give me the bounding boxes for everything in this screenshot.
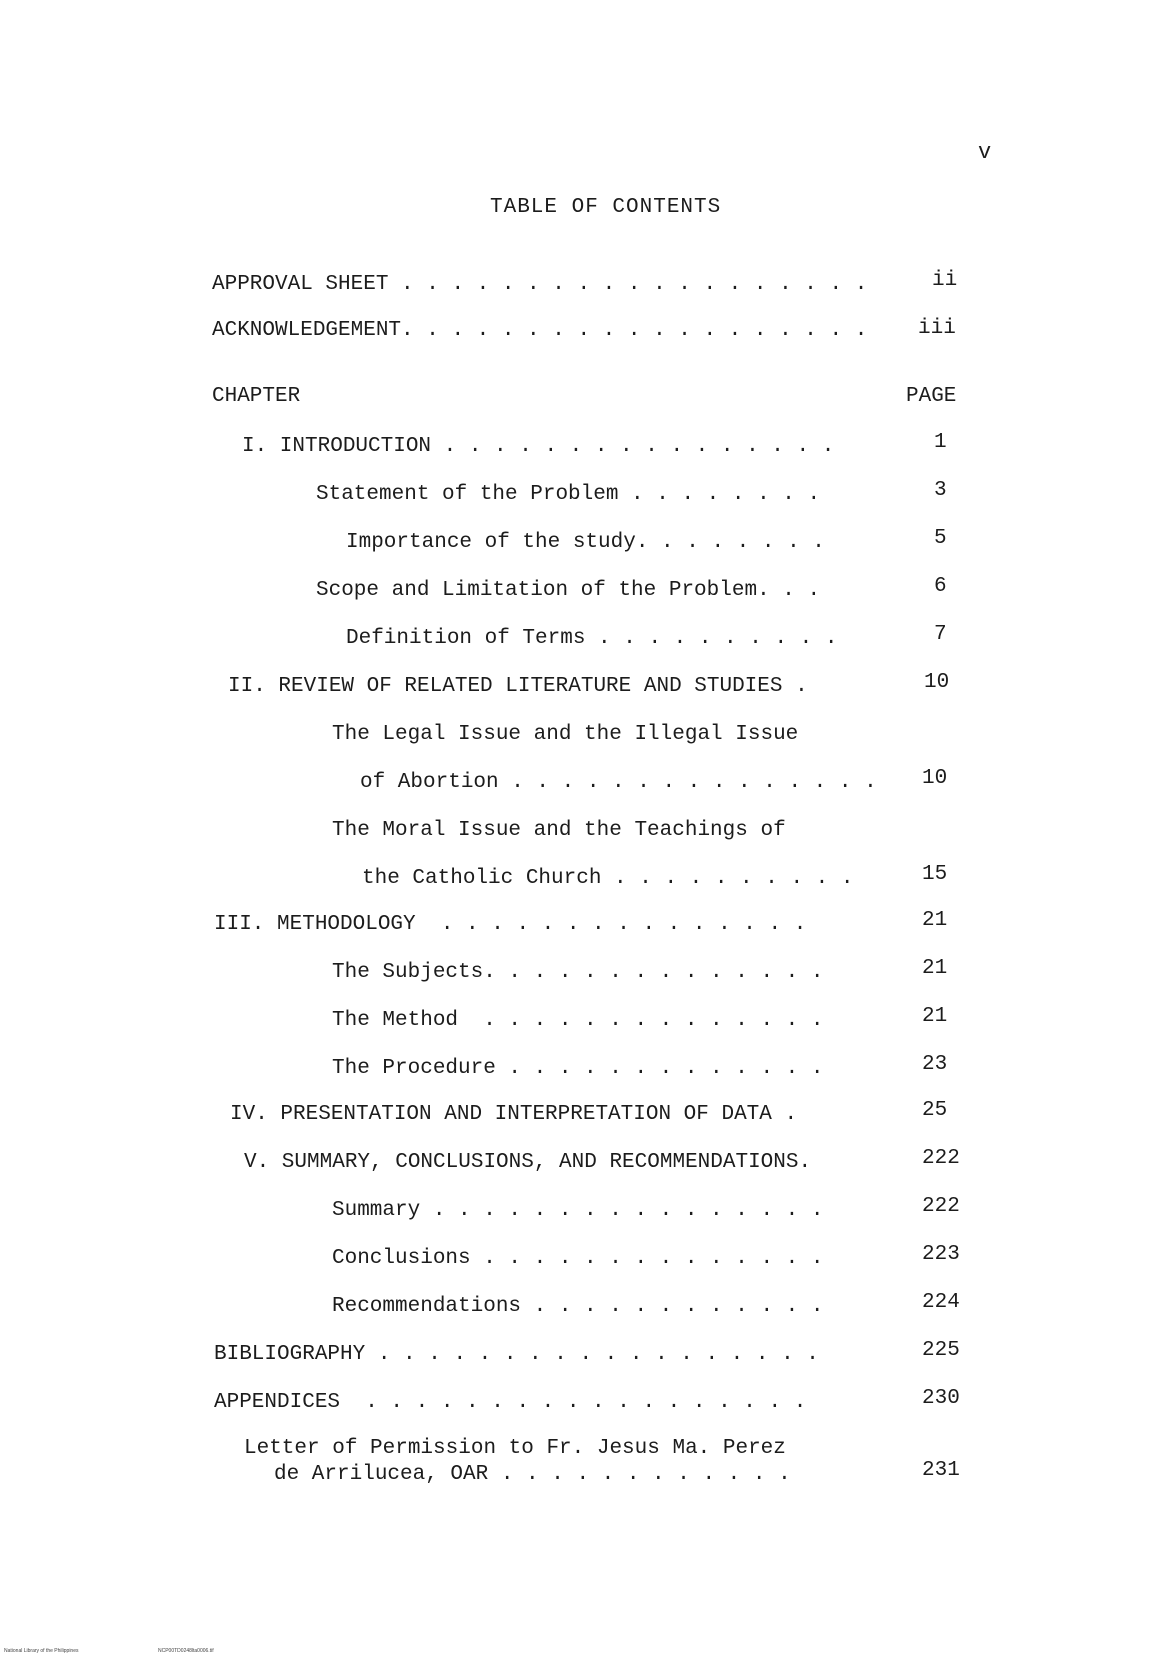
toc-page-method: 21 bbox=[922, 1005, 948, 1028]
toc-page-summary: 222 bbox=[922, 1195, 960, 1218]
toc-page-recommendations: 224 bbox=[922, 1291, 960, 1314]
toc-page-conclusions: 223 bbox=[922, 1243, 960, 1266]
toc-page-summary-chapter: 222 bbox=[922, 1147, 960, 1170]
toc-entry-summary-chapter: V. SUMMARY, CONCLUSIONS, AND RECOMMENDATIONS. bbox=[244, 1151, 812, 1174]
toc-page-subjects: 21 bbox=[922, 957, 948, 980]
toc-page-of-abortion: 10 bbox=[922, 767, 948, 790]
toc-entry-presentation: IV. PRESENTATION AND INTERPRETATION OF DATA . bbox=[230, 1103, 798, 1126]
page-title: TABLE OF CONTENTS bbox=[490, 196, 722, 219]
toc-entry-introduction: I. INTRODUCTION . . . . . . . . . . . . . . . . bbox=[242, 435, 835, 458]
toc-entry-legal-issue: The Legal Issue and the Illegal Issue bbox=[332, 723, 799, 746]
toc-page-catholic-church: 15 bbox=[922, 863, 948, 886]
page-number: v bbox=[978, 140, 992, 165]
toc-entry-acknowledgement: ACKNOWLEDGEMENT. . . . . . . . . . . . . . . . . . . bbox=[212, 319, 868, 342]
toc-page-statement-of-problem: 3 bbox=[934, 479, 947, 502]
toc-entry-bibliography: BIBLIOGRAPHY . . . . . . . . . . . . . . . . . . bbox=[214, 1343, 819, 1366]
toc-entry-de-arrilucea: de Arrilucea, OAR . . . . . . . . . . . . bbox=[274, 1463, 791, 1486]
toc-page-review: 10 bbox=[924, 671, 950, 694]
toc-entry-review: II. REVIEW OF RELATED LITERATURE AND STUDIES . bbox=[228, 675, 808, 698]
toc-entry-approval-sheet: APPROVAL SHEET . . . . . . . . . . . . . . . . . . . bbox=[212, 273, 868, 296]
toc-entry-of-abortion: of Abortion . . . . . . . . . . . . . . . bbox=[360, 771, 877, 794]
toc-entry-appendices: APPENDICES . . . . . . . . . . . . . . . . . . bbox=[214, 1391, 807, 1414]
toc-chapter-header: CHAPTER bbox=[212, 385, 301, 408]
footer-source: National Library of the Philippines bbox=[4, 1648, 79, 1654]
toc-entry-recommendations: Recommendations . . . . . . . . . . . . bbox=[332, 1295, 824, 1318]
toc-page-appendices: 230 bbox=[922, 1387, 960, 1410]
toc-entry-subjects: The Subjects. . . . . . . . . . . . . . bbox=[332, 961, 824, 984]
toc-page-definition: 7 bbox=[934, 623, 947, 646]
toc-entry-definition: Definition of Terms . . . . . . . . . . bbox=[346, 627, 838, 650]
toc-page-de-arrilucea: 231 bbox=[922, 1459, 960, 1482]
toc-entry-conclusions: Conclusions . . . . . . . . . . . . . . bbox=[332, 1247, 824, 1270]
toc-page-acknowledgement: iii bbox=[918, 317, 956, 340]
toc-page-header: PAGE bbox=[906, 385, 957, 408]
toc-page-bibliography: 225 bbox=[922, 1339, 960, 1362]
toc-page-introduction: 1 bbox=[934, 431, 947, 454]
toc-page-methodology: 21 bbox=[922, 909, 948, 932]
toc-entry-methodology: III. METHODOLOGY . . . . . . . . . . . . . . . bbox=[214, 913, 807, 936]
footer-filename: NCP00TD0248lta0006.tif bbox=[158, 1648, 214, 1654]
toc-page-scope: 6 bbox=[934, 575, 947, 598]
toc-page-procedure: 23 bbox=[922, 1053, 948, 1076]
toc-entry-statement-of-problem: Statement of the Problem . . . . . . . . bbox=[316, 483, 821, 506]
toc-page-approval-sheet: ii bbox=[932, 269, 958, 292]
toc-entry-letter-permission: Letter of Permission to Fr. Jesus Ma. Perez bbox=[244, 1437, 786, 1460]
toc-page-importance: 5 bbox=[934, 527, 947, 550]
toc-entry-summary: Summary . . . . . . . . . . . . . . . . bbox=[332, 1199, 824, 1222]
toc-entry-procedure: The Procedure . . . . . . . . . . . . . bbox=[332, 1057, 824, 1080]
toc-entry-importance: Importance of the study. . . . . . . . bbox=[346, 531, 825, 554]
toc-entry-method: The Method . . . . . . . . . . . . . . bbox=[332, 1009, 824, 1032]
toc-entry-moral-issue: The Moral Issue and the Teachings of bbox=[332, 819, 786, 842]
toc-entry-scope: Scope and Limitation of the Problem. . . bbox=[316, 579, 821, 602]
toc-page-presentation: 25 bbox=[922, 1099, 948, 1122]
toc-entry-catholic-church: the Catholic Church . . . . . . . . . . bbox=[362, 867, 854, 890]
